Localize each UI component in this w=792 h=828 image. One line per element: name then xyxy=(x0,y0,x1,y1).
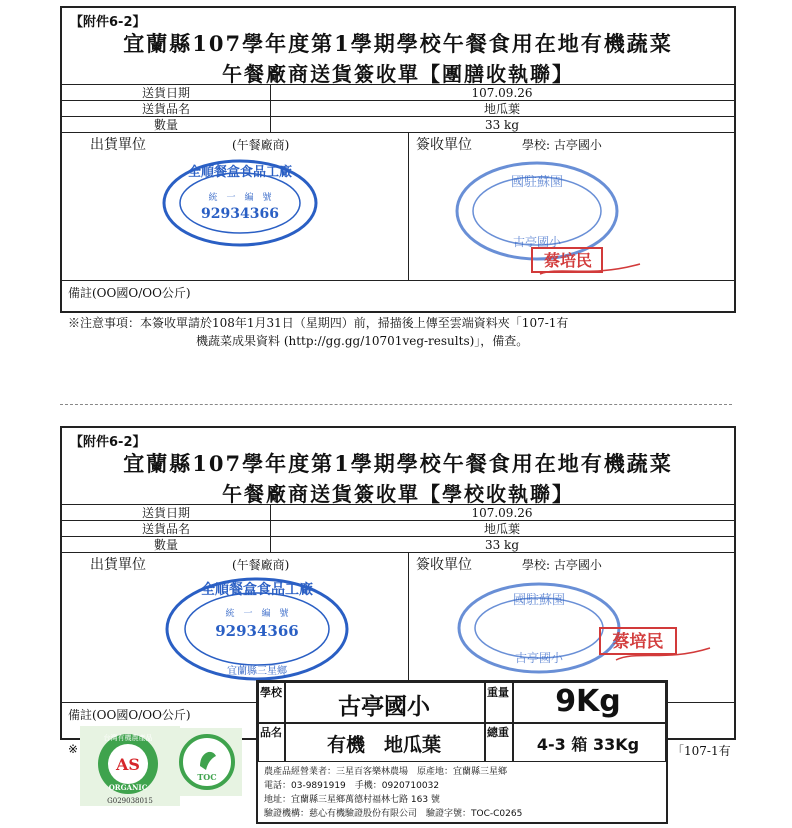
receiver-label: 簽收單位 xyxy=(416,557,472,573)
form-title-line2: 午餐廠商送貨簽收單【團膳收執聯】 xyxy=(222,62,574,86)
delivery-date-label: 送貨日期 xyxy=(141,506,190,520)
label-info-address: 地址：宜蘭縣三星鄉萬德村福林七路 163 號 xyxy=(264,795,440,805)
notice-fragment-right: 「107-1有 xyxy=(672,744,731,758)
signer-seal xyxy=(596,626,716,666)
label-info-phone: 電話：03-9891919 手機：0920710032 xyxy=(264,781,440,791)
svg-text:古亭國小: 古亭國小 xyxy=(514,651,564,665)
svg-text:全順餐盒食品工廠: 全順餐盒食品工廠 xyxy=(201,582,313,598)
form-title-line2: 午餐廠商送貨簽收單【學校收執聯】 xyxy=(222,482,574,506)
svg-text:古亭國小: 古亭國小 xyxy=(512,235,562,249)
cut-line xyxy=(60,404,732,405)
label-total-head: 總重 xyxy=(487,726,509,739)
svg-text:92934366: 92934366 xyxy=(201,206,279,222)
svg-text:宜蘭縣三星鄉: 宜蘭縣三星鄉 xyxy=(227,666,287,677)
svg-text:統 一 編 號: 統 一 編 號 xyxy=(208,193,272,203)
receiver-label: 簽收單位 xyxy=(416,137,472,153)
form-title-line1: 宜蘭縣107學年度第1學期學校午餐食用在地有機蔬菜 xyxy=(123,451,673,476)
svg-text:台灣有機農產品: 台灣有機農產品 xyxy=(103,734,153,742)
divider xyxy=(62,280,734,281)
label-school-value: 古亭國小 xyxy=(338,693,430,720)
quantity-label: 數量 xyxy=(153,118,178,132)
organic-certification-badge xyxy=(80,726,180,806)
quantity-value: 33 kg xyxy=(484,118,520,132)
svg-text:國駐蘇園: 國駐蘇園 xyxy=(510,175,564,190)
product-name-value: 地瓜葉 xyxy=(483,102,520,116)
label-product-value: 有機 地瓜葉 xyxy=(326,734,441,756)
product-name-label: 送貨品名 xyxy=(141,102,190,116)
form-title-line1: 宜蘭縣107學年度第1學期學校午餐食用在地有機蔬菜 xyxy=(123,31,673,56)
shipper-label: 出貨單位 xyxy=(90,557,146,573)
product-name-label: 送貨品名 xyxy=(141,522,190,536)
receipt-group-meal-copy xyxy=(60,6,736,313)
label-info-vendor: 農產品經營業者：三星百客樂林農場 原產地：宜蘭縣三星鄉 xyxy=(264,767,508,777)
label-weight-value: 9Kg xyxy=(555,684,621,719)
svg-text:92934366: 92934366 xyxy=(215,622,299,640)
attachment-tag: 【附件6-2】 xyxy=(70,435,146,450)
svg-text:ORGANIC: ORGANIC xyxy=(108,783,148,792)
delivery-date-label: 送貨日期 xyxy=(141,86,190,100)
label-weight-head: 重量 xyxy=(487,686,509,699)
remark-text: 備註(OO國O/OO公斤) xyxy=(68,286,191,300)
svg-text:統 一 編 號: 統 一 編 號 xyxy=(225,609,289,619)
delivery-date-value: 107.09.26 xyxy=(471,86,533,100)
receiver-school: 學校: 古亭國小 xyxy=(522,558,602,572)
svg-text:蔡培民: 蔡培民 xyxy=(543,251,593,270)
quantity-value: 33 kg xyxy=(484,538,520,552)
label-info-certifier: 驗證機構：慈心有機驗證股份有限公司 驗證字號：TOC-C0265 xyxy=(264,809,523,819)
shipper-note: (午餐廠商) xyxy=(232,138,290,152)
svg-text:AS: AS xyxy=(116,755,140,774)
shipper-label: 出貨單位 xyxy=(90,137,146,153)
label-total-value: 4-3 箱 33Kg xyxy=(536,735,640,754)
notice-line1: ※注意事項：本簽收單請於108年1月31日（星期四）前，掃描後上傳至雲端資料夾「107-1有 xyxy=(68,316,569,330)
signer-seal xyxy=(530,246,650,280)
product-name-value: 地瓜葉 xyxy=(483,522,520,536)
label-product-head: 品名 xyxy=(260,726,282,739)
divider xyxy=(408,132,409,280)
shipper-note: (午餐廠商) xyxy=(232,558,290,572)
svg-text:G029038015: G029038015 xyxy=(107,797,153,805)
vendor-stamp xyxy=(162,574,352,684)
receiver-school: 學校: 古亭國小 xyxy=(522,138,602,152)
product-label xyxy=(256,680,668,824)
label-school-head: 學校 xyxy=(260,686,282,699)
attachment-tag: 【附件6-2】 xyxy=(70,15,146,30)
notice-fragment-left: ※ xyxy=(68,742,79,756)
remark-text: 備註(OO國O/OO公斤) xyxy=(68,708,191,722)
quantity-label: 數量 xyxy=(153,538,178,552)
delivery-date-value: 107.09.26 xyxy=(471,506,533,520)
toc-certification-badge xyxy=(172,728,242,796)
vendor-stamp xyxy=(160,158,320,248)
divider xyxy=(270,84,271,132)
divider xyxy=(270,504,271,552)
svg-text:TOC: TOC xyxy=(197,772,217,782)
svg-text:全順餐盒食品工廠: 全順餐盒食品工廠 xyxy=(187,165,293,180)
svg-text:國駐蘇園: 國駐蘇園 xyxy=(512,593,566,608)
svg-text:蔡培民: 蔡培民 xyxy=(612,632,664,652)
notice-line2: 機蔬菜成果資料 (http://gg.gg/10701veg-results)」，備查。 xyxy=(196,334,529,348)
